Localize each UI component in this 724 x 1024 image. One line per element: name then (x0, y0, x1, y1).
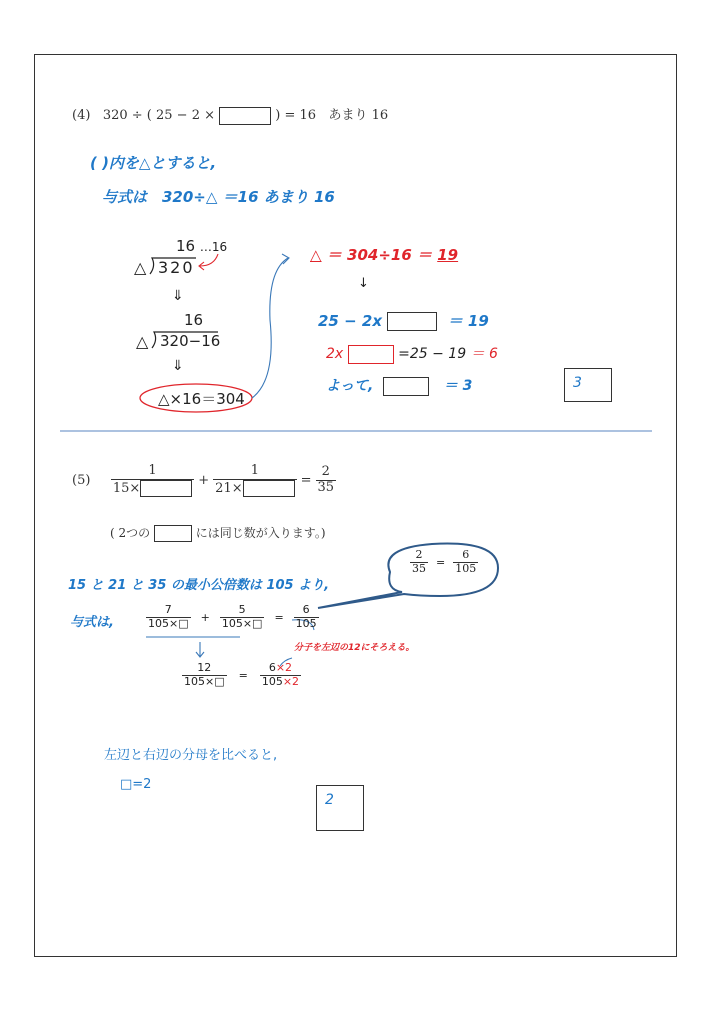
frac-e (260, 662, 301, 688)
rewritten-equation (146, 604, 319, 630)
eq3-result: ＝ 6 (470, 346, 498, 362)
frac-d (182, 662, 227, 688)
q4-expression-post: ) = 16 (275, 108, 317, 123)
q5-rhs-denominator: 35 (317, 479, 335, 495)
frac-c (294, 604, 319, 630)
frac-e-num-a: 6 (268, 661, 276, 674)
frac-a-num: 7 (164, 603, 172, 616)
div1-quotient-value: 16 (176, 237, 196, 255)
frac-a (146, 604, 191, 630)
div2-dividend: 320−16 (160, 332, 221, 350)
frac-a-den: 105×□ (148, 616, 189, 630)
frac-c-den: 105 (295, 616, 317, 630)
frac-c-num: 6 (302, 603, 310, 616)
div1-divisor: △ (134, 258, 147, 277)
q5-plus: + (198, 472, 210, 488)
red-note: 分子を左辺の12にそろえる。 (294, 643, 415, 653)
yoshiki-label: 与式は, (70, 615, 114, 630)
eq4-pre: よって, (326, 378, 374, 394)
q5-f1-numerator: 1 (148, 463, 157, 478)
q5-answer: 2 (325, 792, 334, 808)
small-arrow-down: ↓ (358, 276, 369, 291)
bubble-content (410, 549, 478, 575)
q5-result: □=2 (120, 777, 152, 792)
q5-f1-den-pre: 15× (112, 480, 141, 496)
q4-note-2: 与式は 320÷△ ＝16 あまり 16 (102, 188, 335, 206)
q5-equals: = (300, 472, 312, 488)
red-eq-triangle: △ (310, 246, 322, 264)
div1-remainder: …16 (199, 240, 228, 254)
div2-quotient: 16 (184, 311, 204, 329)
frac-b (220, 604, 265, 630)
q5-note-pre: ( 2つの (110, 526, 151, 540)
red-eq-result: 19 (437, 246, 459, 264)
bubble-frac-1 (410, 549, 428, 575)
bubble-num-1: 2 (415, 548, 423, 561)
q5-answer-box (316, 785, 364, 831)
eq3-middle: =25 − 19 (398, 346, 467, 362)
q4-note-1: ( )内を△とすると, (90, 154, 217, 172)
eq4-post: ＝ 3 (443, 378, 473, 394)
compare-note: 左辺と右辺の分母を比べると, (104, 748, 278, 763)
scaled-equation (182, 662, 301, 688)
eq2-post: ＝ 19 (447, 312, 489, 330)
red-eq-middle: ＝ 304÷16 ＝ (326, 246, 432, 264)
rewritten-plus: + (200, 610, 210, 624)
q5-rhs-numerator: 2 (321, 464, 330, 480)
frac-d-den: 105×□ (184, 674, 225, 688)
div1-dividend: 320 (158, 258, 195, 277)
q5-number: (5) (72, 472, 91, 488)
div2-divisor: △ (136, 332, 149, 351)
eq3-pre: 2x (326, 346, 344, 362)
circled-equation: △×16＝304 (158, 390, 245, 408)
arrow-down-1: ⇓ (172, 288, 184, 304)
eq2-pre: 25 − 2x (318, 312, 382, 330)
frac-e-den (260, 675, 301, 689)
bubble-den-1: 35 (412, 561, 426, 575)
q5-f2-numerator: 1 (250, 463, 260, 478)
q4-remainder: あまり 16 (328, 108, 389, 123)
q5-f2-den-pre: 21× (215, 480, 243, 496)
q4-expression-pre: 320 ÷ ( 25 − 2 × (102, 108, 215, 123)
frac-e-den-b: ×2 (282, 674, 300, 688)
frac-b-num: 5 (238, 603, 246, 616)
lcm-note: 15 と 21 と 35 の最小公倍数は 105 より, (68, 578, 330, 593)
bubble-num-2: 6 (462, 548, 470, 561)
bubble-frac-2 (453, 549, 478, 575)
frac-d-num: 12 (197, 661, 212, 674)
bubble-equals: = (436, 555, 446, 569)
frac-b-den: 105×□ (221, 616, 263, 630)
q4-answer: 3 (573, 375, 582, 391)
q5-note-post: には同じ数が入ります。) (195, 526, 326, 540)
frac-e-den-a: 105 (261, 674, 283, 688)
frac-e-num-b: ×2 (275, 661, 293, 674)
frac-e-num (267, 662, 294, 675)
arrow-down-2: ⇓ (172, 358, 184, 374)
scaled-equals: = (238, 668, 248, 682)
rewritten-equals: = (274, 610, 284, 624)
q4-number: (4) (72, 108, 91, 123)
bubble-den-2: 105 (455, 561, 477, 575)
